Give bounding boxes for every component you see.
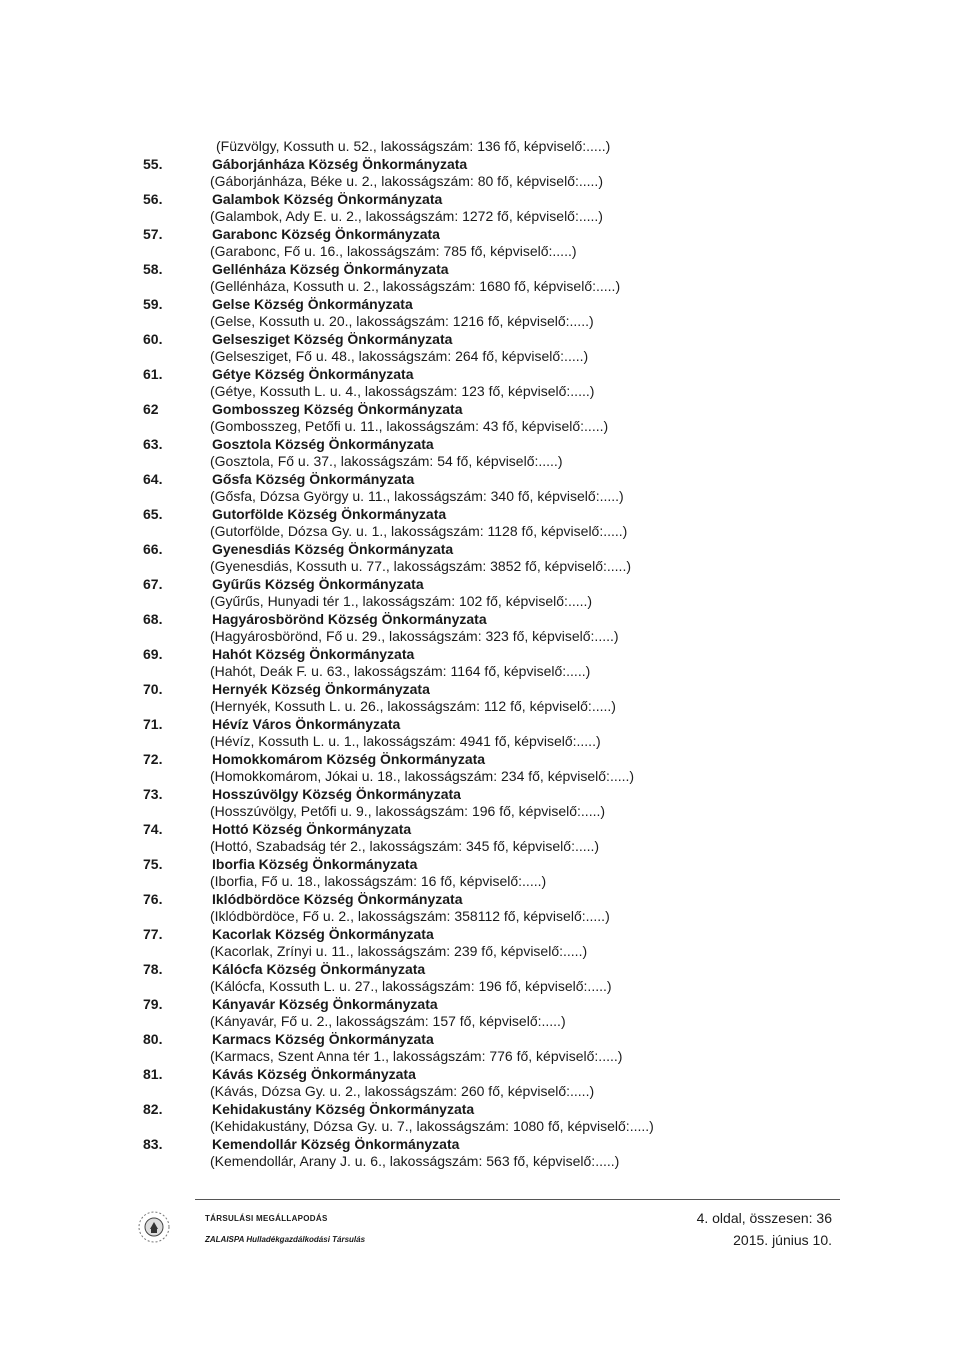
list-item (0, 786, 960, 821)
entry-address: (Kacorlak, Zrínyi u. 11., lakosságszám: 239 fő, képviselő:.....) (210, 943, 588, 959)
list-item (0, 996, 960, 1031)
list-item (0, 541, 960, 576)
entry-number: 73. (143, 785, 163, 802)
list-item (0, 401, 960, 436)
entry-title: Kávás Község Önkormányzata (212, 1065, 416, 1082)
entry-number: 59. (143, 295, 163, 312)
entry-number: 58. (143, 260, 163, 277)
list-item (0, 261, 960, 296)
entry-number: 83. (143, 1135, 163, 1152)
entry-title: Gelsesziget Község Önkormányzata (212, 330, 453, 347)
entry-address: (Hahót, Deák F. u. 63., lakosságszám: 1164 fő, képviselő:.....) (210, 663, 591, 679)
list-item (0, 856, 960, 891)
entry-title: Gyűrűs Község Önkormányzata (212, 575, 424, 592)
page-footer (0, 1195, 960, 1265)
entry-title: Gombosszeg Község Önkormányzata (212, 400, 463, 417)
entry-address: (Hagyárosbörönd, Fő u. 29., lakosságszám: 323 fő, képviselő:.....) (210, 628, 619, 644)
entry-title: Kehidakustány Község Önkormányzata (212, 1100, 475, 1117)
entry-title: Karmacs Község Önkormányzata (212, 1030, 434, 1047)
entry-address: (Gáborjánháza, Béke u. 2., lakosságszám: 80 fő, képviselő:.....) (210, 173, 603, 189)
entry-title: Gyenesdiás Község Önkormányzata (212, 540, 454, 557)
footer-divider (195, 1199, 840, 1200)
entry-address: (Karmacs, Szent Anna tér 1., lakosságszám: 776 fő, képviselő:.....) (210, 1048, 623, 1064)
list-item (0, 1136, 960, 1171)
entry-address: (Kemendollár, Arany J. u. 6., lakosságszám: 563 fő, képviselő:.....) (210, 1153, 620, 1169)
entry-number: 82. (143, 1100, 163, 1117)
entry-number: 64. (143, 470, 163, 487)
entry-title: Gősfa Község Önkormányzata (212, 470, 415, 487)
list-item (0, 1101, 960, 1136)
list-item (0, 681, 960, 716)
seal-logo-icon (136, 1209, 172, 1245)
list-item (0, 891, 960, 926)
entry-number: 65. (143, 505, 163, 522)
list-item (0, 471, 960, 506)
entry-number: 78. (143, 960, 163, 977)
entry-title: Gellénháza Község Önkormányzata (212, 260, 449, 277)
entry-number: 56. (143, 190, 163, 207)
entry-number: 70. (143, 680, 163, 697)
entry-number: 66. (143, 540, 163, 557)
entry-title: Hahót Község Önkormányzata (212, 645, 415, 662)
entry-address: (Hernyék, Kossuth L. u. 26., lakosságszám: 112 fő, képviselő:.....) (210, 698, 616, 714)
continued-address-line: (Füzvölgy, Kossuth u. 52., lakosságszám: 136 fő, képviselő:.....) (216, 138, 611, 154)
entry-number: 79. (143, 995, 163, 1012)
list-item (0, 751, 960, 786)
entry-title: Garabonc Község Önkormányzata (212, 225, 440, 242)
entry-address: (Gyenesdiás, Kossuth u. 77., lakosságszám: 3852 fő, képviselő:.....) (210, 558, 631, 574)
list-item (0, 646, 960, 681)
entry-number: 69. (143, 645, 163, 662)
entry-number: 80. (143, 1030, 163, 1047)
entry-title: Gáborjánháza Község Önkormányzata (212, 155, 468, 172)
list-item (0, 156, 960, 191)
footer-page-info: 4. oldal, összesen: 36 (696, 1210, 832, 1226)
entry-address: (Kálócfa, Kossuth L. u. 27., lakosságszám: 196 fő, képviselő:.....) (210, 978, 612, 994)
entry-number: 74. (143, 820, 163, 837)
list-item (0, 506, 960, 541)
entry-title: Gutorfölde Község Önkormányzata (212, 505, 447, 522)
entry-address: (Kehidakustány, Dózsa Gy. u. 7., lakosságszám: 1080 fő, képviselő:.....) (210, 1118, 654, 1134)
entry-title: Gosztola Község Önkormányzata (212, 435, 434, 452)
entry-address: (Gutorfölde, Dózsa Gy. u. 1., lakosságszám: 1128 fő, képviselő:.....) (210, 523, 628, 539)
list-item (0, 1031, 960, 1066)
entry-address: (Hosszúvölgy, Petőfi u. 9., lakosságszám: 196 fő, képviselő:.....) (210, 803, 606, 819)
entry-address: (Kávás, Dózsa Gy. u. 2., lakosságszám: 260 fő, képviselő:.....) (210, 1083, 595, 1099)
entry-number: 62 (143, 400, 159, 417)
entry-title: Galambok Község Önkormányzata (212, 190, 443, 207)
list-item (0, 226, 960, 261)
list-item (0, 611, 960, 646)
entry-number: 68. (143, 610, 163, 627)
entry-number: 55. (143, 155, 163, 172)
entry-title: Iklódbördöce Község Önkormányzata (212, 890, 463, 907)
entry-number: 72. (143, 750, 163, 767)
list-item (0, 926, 960, 961)
footer-date: 2015. június 10. (733, 1232, 832, 1248)
entry-title: Gétye Község Önkormányzata (212, 365, 414, 382)
entry-number: 57. (143, 225, 163, 242)
entry-number: 71. (143, 715, 163, 732)
entry-number: 77. (143, 925, 163, 942)
list-item (0, 576, 960, 611)
municipality-list (0, 138, 960, 1171)
entry-title: Kemendollár Község Önkormányzata (212, 1135, 460, 1152)
entry-address: (Iborfia, Fő u. 18., lakosságszám: 16 fő, képviselő:.....) (210, 873, 547, 889)
entry-title: Hosszúvölgy Község Önkormányzata (212, 785, 461, 802)
entry-title: Homokkomárom Község Önkormányzata (212, 750, 486, 767)
entry-address: (Iklódbördöce, Fő u. 2., lakosságszám: 358112 fő, képviselő:.....) (210, 908, 610, 924)
entries-container (0, 156, 960, 1171)
entry-title: Iborfia Község Önkormányzata (212, 855, 418, 872)
entry-title: Gelse Község Önkormányzata (212, 295, 413, 312)
entry-address: (Hévíz, Kossuth L. u. 1., lakosságszám: 4941 fő, képviselő:.....) (210, 733, 601, 749)
entry-address: (Gősfa, Dózsa György u. 11., lakosságszám: 340 fő, képviselő:.....) (210, 488, 624, 504)
entry-title: Hottó Község Önkormányzata (212, 820, 412, 837)
entry-address: (Gellénháza, Kossuth u. 2., lakosságszám: 1680 fő, képviselő:.....) (210, 278, 621, 294)
list-item (0, 296, 960, 331)
list-item (0, 821, 960, 856)
footer-doc-title: TÁRSULÁSI MEGÁLLAPODÁS (205, 1214, 328, 1223)
entry-address: (Garabonc, Fő u. 16., lakosságszám: 785 fő, képviselő:.....) (210, 243, 577, 259)
entry-title: Hévíz Város Önkormányzata (212, 715, 401, 732)
list-item (0, 436, 960, 471)
list-item (0, 191, 960, 226)
entry-title: Hagyárosbörönd Község Önkormányzata (212, 610, 487, 627)
entry-address: (Gombosszeg, Petőfi u. 11., lakosságszám: 43 fő, képviselő:.....) (210, 418, 609, 434)
entry-title: Kacorlak Község Önkormányzata (212, 925, 434, 942)
entry-number: 61. (143, 365, 163, 382)
entry-number: 76. (143, 890, 163, 907)
list-item (0, 716, 960, 751)
list-item (0, 366, 960, 401)
entry-address: (Gelse, Kossuth u. 20., lakosságszám: 1216 fő, képviselő:.....) (210, 313, 594, 329)
list-item (0, 1066, 960, 1101)
entry-number: 63. (143, 435, 163, 452)
entry-address: (Gelsesziget, Fő u. 48., lakosságszám: 264 fő, képviselő:.....) (210, 348, 589, 364)
entry-address: (Homokkomárom, Jókai u. 18., lakosságszám: 234 fő, képviselő:.....) (210, 768, 635, 784)
entry-title: Kányavár Község Önkormányzata (212, 995, 438, 1012)
entry-title: Kálócfa Község Önkormányzata (212, 960, 426, 977)
entry-address: (Gosztola, Fő u. 37., lakosságszám: 54 fő, képviselő:.....) (210, 453, 563, 469)
footer-doc-subtitle: ZALAISPA Hulladékgazdálkodási Társulás (205, 1235, 366, 1244)
list-item (0, 961, 960, 996)
entry-address: (Gétye, Kossuth L. u. 4., lakosságszám: 123 fő, képviselő:.....) (210, 383, 595, 399)
entry-number: 75. (143, 855, 163, 872)
entry-address: (Galambok, Ady E. u. 2., lakosságszám: 1272 fő, képviselő:.....) (210, 208, 603, 224)
entry-number: 81. (143, 1065, 163, 1082)
entry-number: 67. (143, 575, 163, 592)
entry-title: Hernyék Község Önkormányzata (212, 680, 430, 697)
entry-address: (Kányavár, Fő u. 2., lakosságszám: 157 fő, képviselő:.....) (210, 1013, 566, 1029)
entry-number: 60. (143, 330, 163, 347)
list-item (0, 331, 960, 366)
entry-address: (Hottó, Szabadság tér 2., lakosságszám: 345 fő, képviselő:.....) (210, 838, 600, 854)
entry-address: (Gyűrűs, Hunyadi tér 1., lakosságszám: 102 fő, képviselő:.....) (210, 593, 593, 609)
